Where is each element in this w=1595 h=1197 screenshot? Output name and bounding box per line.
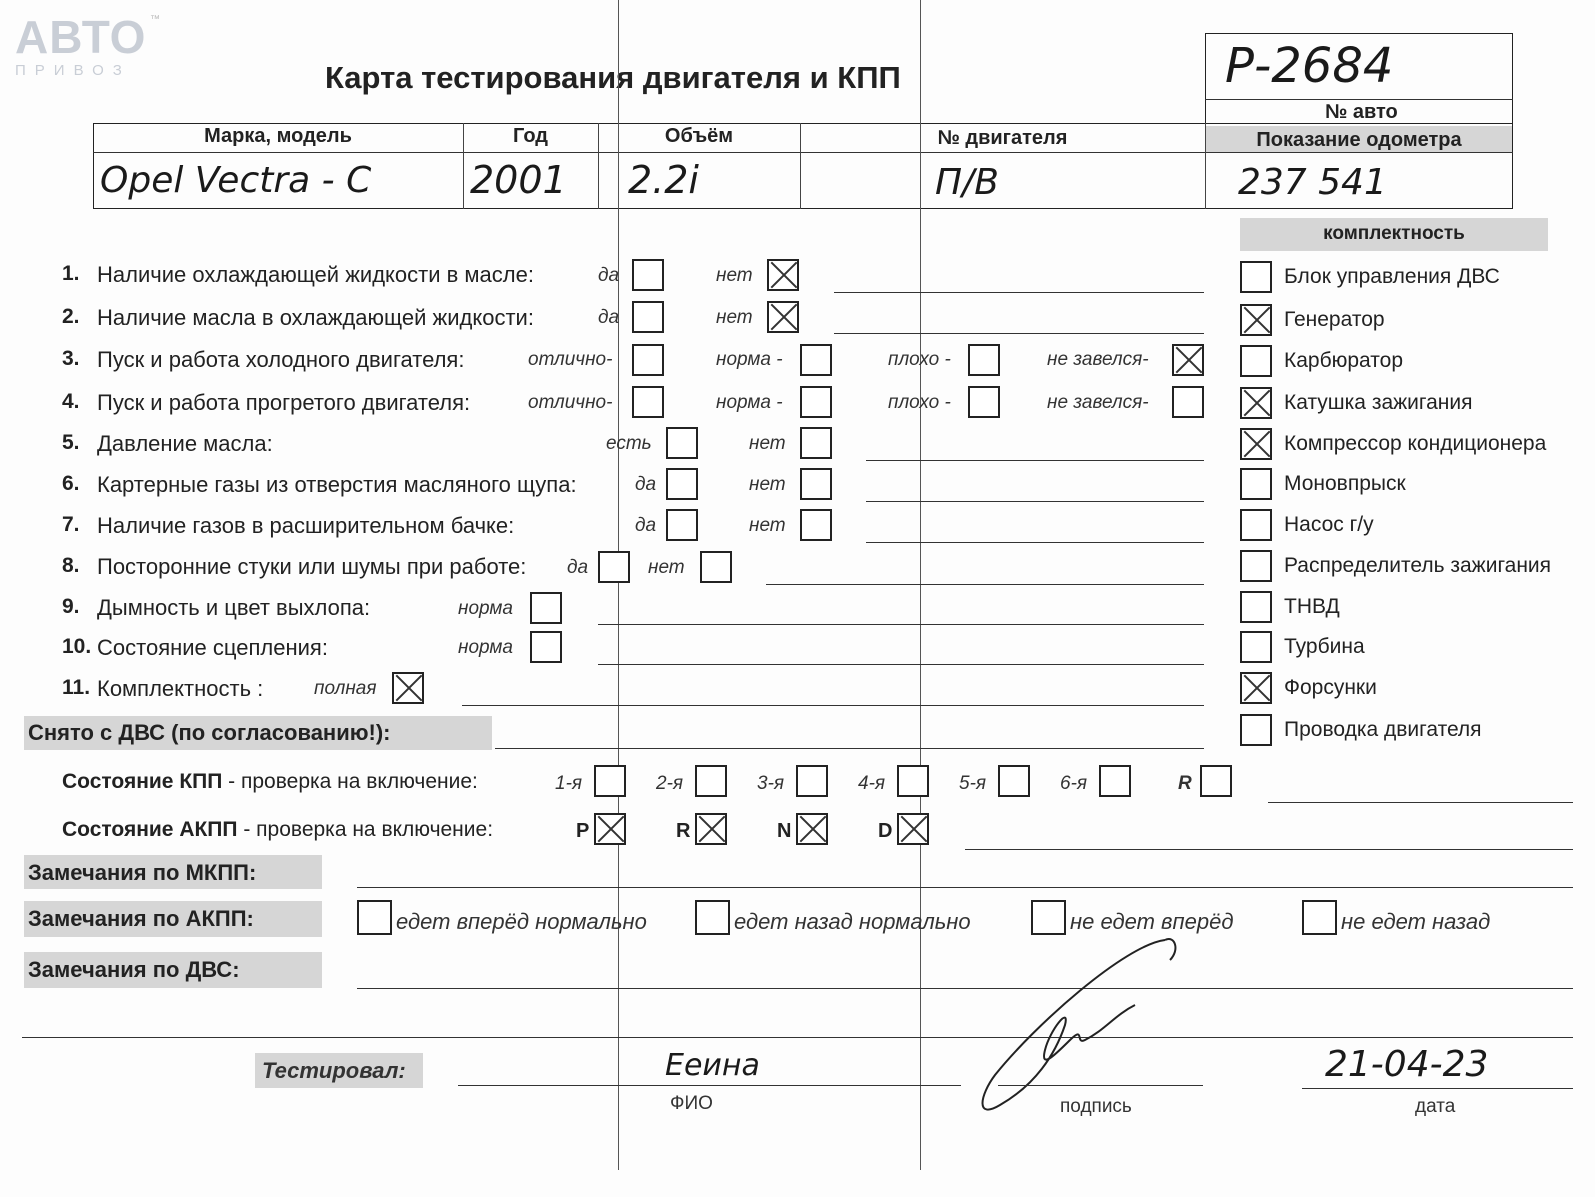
item-text: Состояние сцепления: [97, 635, 328, 660]
kpp-gear-checkbox[interactable] [796, 765, 828, 797]
item-text: Пуск и работа холодного двигателя: [97, 347, 465, 372]
item-text: Наличие масла в охлаждающей жидкости: [97, 305, 534, 330]
akpp-gear-label: P [576, 820, 590, 842]
completeness-checkbox[interactable] [1240, 261, 1272, 293]
completeness-checkbox[interactable] [1240, 428, 1272, 460]
completeness-label: Проводка двигателя [1284, 718, 1482, 741]
auto-number-value: Р-2684 [1225, 38, 1394, 94]
checkbox-3-bad[interactable] [968, 344, 1000, 376]
gear-label: 4-я [858, 773, 886, 794]
logo [15, 11, 147, 79]
item-number: 6. [62, 472, 80, 495]
option-label-normal: норма - [716, 349, 783, 370]
completeness-checkbox[interactable] [1240, 387, 1272, 419]
completeness-checkbox[interactable] [1240, 509, 1272, 541]
akpp-remark-checkbox[interactable] [1302, 900, 1337, 935]
option-label-bad: плохо - [888, 392, 951, 413]
kpp-gear-checkbox[interactable] [1200, 765, 1232, 797]
option-label-no: нет [749, 433, 786, 454]
akpp-remark-label: не едет вперёд [1070, 909, 1234, 934]
scan-line [920, 0, 921, 1170]
item-number: 11. [62, 676, 91, 699]
option-label-no: нет [749, 474, 786, 495]
date-value: 21-04-23 [1325, 1044, 1489, 1085]
volume-value: 2.2i [628, 158, 699, 202]
akpp-remark-label: не едет назад [1341, 909, 1491, 934]
option-label-yes: да [567, 557, 589, 578]
odometer-value: 237 541 [1238, 162, 1387, 203]
checkbox-4-bad[interactable] [968, 386, 1000, 418]
checkbox-5-no[interactable] [800, 427, 832, 459]
volume-header: Объём [664, 125, 734, 147]
remarks-mkpp-title: Замечания по МКПП: [28, 860, 257, 885]
auto-number-label: № авто [1325, 101, 1398, 123]
page-title: Карта тестирования двигателя и КПП [325, 60, 901, 95]
akpp-gear-checkbox[interactable] [695, 813, 727, 845]
completeness-label: Блок управления ДВС [1284, 265, 1500, 288]
option-label-yes: да [598, 265, 620, 286]
completeness-label: ТНВД [1284, 595, 1340, 618]
model-value: Opel Vectra - C [100, 160, 372, 201]
kpp-gear-checkbox[interactable] [1099, 765, 1131, 797]
gear-label: 6-я [1060, 773, 1088, 794]
item-text: Давление масла: [97, 431, 273, 456]
item-text: Комплектность : [97, 676, 264, 701]
completeness-checkbox[interactable] [1240, 468, 1272, 500]
akpp-gear-label: D [878, 820, 893, 842]
item-number: 5. [62, 431, 80, 454]
completeness-checkbox[interactable] [1240, 304, 1272, 336]
completeness-title: комплектность [1323, 223, 1465, 244]
item-number: 7. [62, 513, 80, 536]
kpp-gear-checkbox[interactable] [695, 765, 727, 797]
date-label: дата [1415, 1096, 1456, 1117]
akpp-remark-label: едет вперёд нормально [396, 909, 647, 934]
completeness-checkbox[interactable] [1240, 672, 1272, 704]
akpp-remark-checkbox[interactable] [695, 900, 730, 935]
option-label-excellent: отлично- [528, 392, 613, 413]
item-text: Дымность и цвет выхлопа: [97, 595, 371, 620]
scan-line [618, 0, 619, 1170]
engine-number-value: П/В [935, 162, 999, 203]
completeness-label: Компрессор кондиционера [1284, 432, 1547, 455]
akpp-gear-checkbox[interactable] [897, 813, 929, 845]
option-label-yes: да [635, 474, 657, 495]
gear-label: 3-я [757, 773, 785, 794]
odometer-header: Показание одометра [1256, 129, 1462, 151]
akpp-gear-label: N [777, 820, 792, 842]
completeness-checkbox[interactable] [1240, 631, 1272, 663]
item-text: Наличие газов в расширительном бачке: [97, 513, 515, 538]
brand-model-header: Марка, модель [204, 125, 352, 147]
item-number: 2. [62, 305, 80, 328]
completeness-label: Катушка зажигания [1284, 391, 1473, 414]
option-label-no-start: не завелся- [1047, 392, 1149, 413]
tested-by-label: Тестировал: [262, 1058, 406, 1083]
gear-label: R [1178, 773, 1192, 794]
removed-section-title: Снято с ДВС (по согласованию!): [28, 720, 391, 745]
akpp-gear-label: R [676, 820, 691, 842]
gear-label: 1-я [555, 773, 583, 794]
signature [975, 935, 1205, 1120]
fio-label: ФИО [670, 1093, 713, 1114]
checkbox-10-normal[interactable] [530, 631, 562, 663]
checkbox-1-yes[interactable] [632, 259, 664, 291]
akpp-gear-checkbox[interactable] [594, 813, 626, 845]
year-value: 2001 [470, 158, 567, 202]
checkbox-4-normal[interactable] [800, 386, 832, 418]
option-label-normal: норма [458, 598, 513, 619]
checkbox-11-full[interactable] [392, 672, 424, 704]
checkbox-2-no[interactable] [767, 301, 799, 333]
checkbox-6-no[interactable] [800, 468, 832, 500]
option-label-normal: норма [458, 637, 513, 658]
option-label-bad: плохо - [888, 349, 951, 370]
option-label-no: нет [749, 515, 786, 536]
item-number: 8. [62, 554, 80, 577]
option-label-normal: норма - [716, 392, 783, 413]
akpp-label: Состояние АКПП - проверка на включение: [62, 818, 494, 841]
item-number: 9. [62, 595, 80, 618]
checkbox-7-yes[interactable] [666, 509, 698, 541]
item-number: 3. [62, 347, 80, 370]
year-header: Год [513, 125, 548, 147]
logo-trademark: ™ [150, 14, 160, 25]
checkbox-8-no[interactable] [700, 551, 732, 583]
tester-name-value: Ееина [665, 1048, 760, 1083]
checkbox-8-yes[interactable] [598, 551, 630, 583]
checkbox-4-excellent[interactable] [632, 386, 664, 418]
kpp-gear-checkbox[interactable] [594, 765, 626, 797]
completeness-label: Моновпрыск [1284, 472, 1406, 495]
option-label-no: нет [716, 307, 753, 328]
completeness-label: Форсунки [1284, 676, 1377, 699]
item-text: Картерные газы из отверстия масляного щупа: [97, 472, 577, 497]
logo-main: АВТО [15, 11, 147, 63]
akpp-remark-checkbox[interactable] [357, 900, 392, 935]
item-text: Посторонние стуки или шумы при работе: [97, 554, 527, 579]
kpp-label: Состояние КПП - проверка на включение: [62, 770, 478, 793]
option-label-excellent: отлично- [528, 349, 613, 370]
option-label-yes: да [598, 307, 620, 328]
completeness-label: Распределитель зажигания [1284, 554, 1552, 577]
completeness-checkbox[interactable] [1240, 550, 1272, 582]
checkbox-7-no[interactable] [800, 509, 832, 541]
checkbox-3-no-start[interactable] [1172, 344, 1204, 376]
checkbox-4-no-start[interactable] [1172, 386, 1204, 418]
checkbox-9-normal[interactable] [530, 592, 562, 624]
checkbox-2-yes[interactable] [632, 301, 664, 333]
completeness-checkbox[interactable] [1240, 345, 1272, 377]
checkbox-3-normal[interactable] [800, 344, 832, 376]
option-label-no-start: не завелся- [1047, 349, 1149, 370]
completeness-label: Карбюратор [1284, 349, 1404, 372]
option-label-yes: да [635, 515, 657, 536]
remarks-akpp-title: Замечания по АКПП: [28, 906, 254, 931]
item-text: Пуск и работа прогретого двигателя: [97, 390, 471, 415]
completeness-checkbox[interactable] [1240, 714, 1272, 746]
item-number: 4. [62, 390, 80, 413]
checkbox-3-excellent[interactable] [632, 344, 664, 376]
gear-label: 5-я [959, 773, 987, 794]
option-label-full: полная [314, 678, 377, 699]
signature-label: подпись [1060, 1096, 1132, 1117]
item-text: Наличие охлаждающей жидкости в масле: [97, 262, 534, 287]
checkbox-5-present[interactable] [666, 427, 698, 459]
kpp-gear-checkbox[interactable] [998, 765, 1030, 797]
kpp-gear-checkbox[interactable] [897, 765, 929, 797]
checkbox-1-no[interactable] [767, 259, 799, 291]
completeness-label: Турбина [1284, 635, 1365, 658]
option-label-no: нет [716, 265, 753, 286]
remarks-dvs-title: Замечания по ДВС: [28, 957, 240, 982]
gear-label: 2-я [656, 773, 684, 794]
akpp-remark-label: едет назад нормально [734, 909, 971, 934]
item-number: 1. [62, 262, 80, 285]
logo-sub: ПРИВОЗ [15, 62, 131, 79]
completeness-label: Насос г/у [1284, 513, 1374, 536]
akpp-remark-checkbox[interactable] [1031, 900, 1066, 935]
checkbox-6-yes[interactable] [666, 468, 698, 500]
completeness-checkbox[interactable] [1240, 591, 1272, 623]
engine-number-header: № двигателя [937, 127, 1068, 149]
option-label-present: есть [606, 433, 652, 454]
akpp-gear-checkbox[interactable] [796, 813, 828, 845]
option-label-no: нет [648, 557, 685, 578]
item-number: 10. [62, 635, 92, 658]
completeness-label: Генератор [1284, 308, 1385, 331]
